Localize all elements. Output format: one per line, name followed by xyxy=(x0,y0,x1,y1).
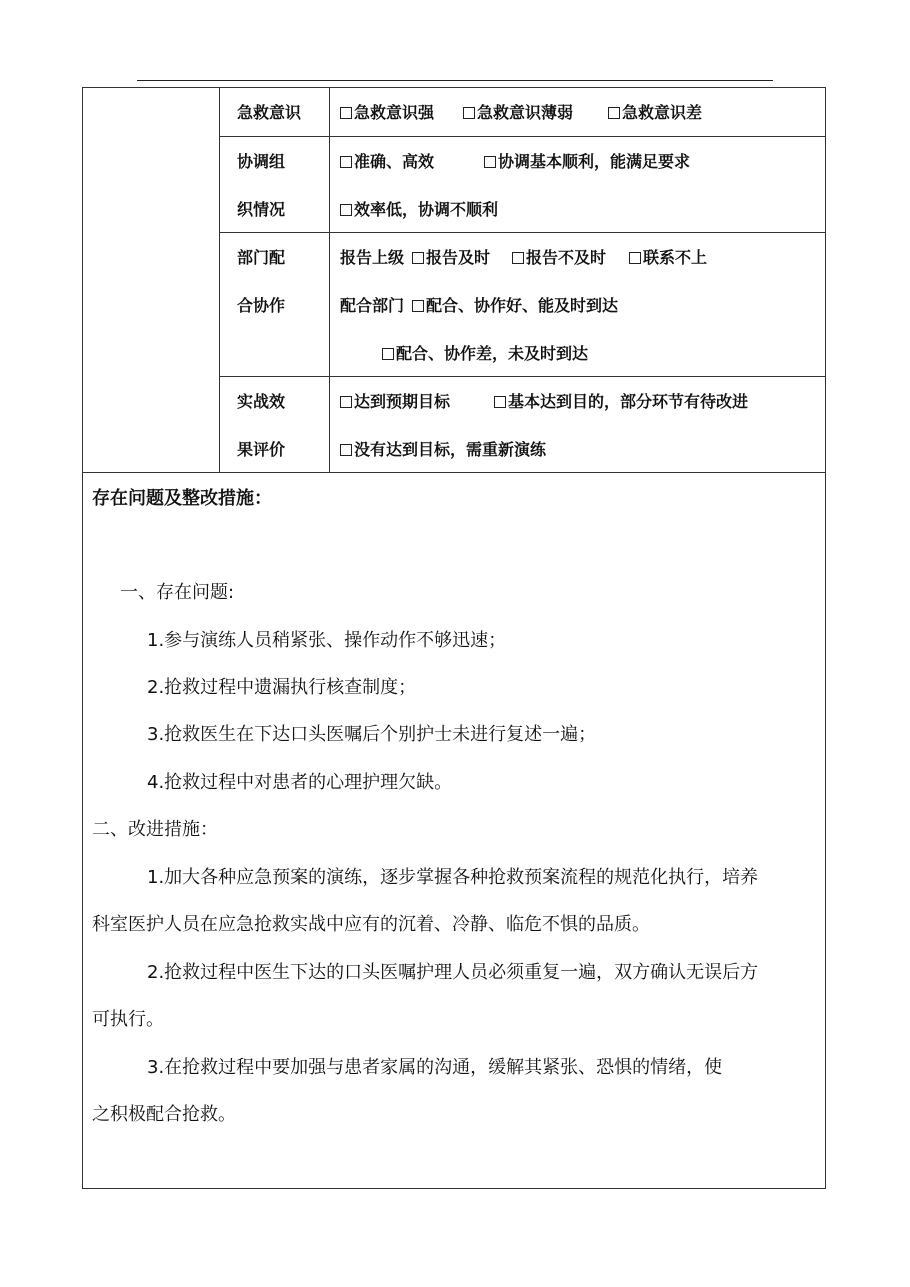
measure-item-2-line2: 可执行。 xyxy=(92,1009,164,1030)
option-unreachable: 联系不上 xyxy=(629,248,707,268)
measure-item-1-line2: 科室医护人员在应急抢救实战中应有的沉着、冷静、临危不惧的品质。 xyxy=(92,914,650,935)
option-awareness-weak: 急救意识薄弱 xyxy=(463,103,573,123)
header-rule xyxy=(137,80,773,81)
option-report-late: 报告不及时 xyxy=(512,248,606,268)
checkbox xyxy=(608,107,620,119)
measure-item-2-line1: 2.抢救过程中医生下达的口头医嘱护理人员必须重复一遍，双方确认无误后方 xyxy=(147,962,759,983)
option-report-timely: 报告及时 xyxy=(412,248,490,268)
checkbox xyxy=(412,252,424,264)
measure-item-3-line1: 3.在抢救过程中要加强与患者家属的沟通，缓解其紧张、恐惧的情绪，使 xyxy=(147,1057,723,1078)
checkbox xyxy=(382,348,394,360)
option-goal-reached: 达到预期目标 xyxy=(340,392,450,412)
measure-item-1-line1: 1.加大各种应急预案的演练，逐步掌握各种抢救预案流程的规范化执行，培养 xyxy=(147,867,759,888)
row-label-emergency-awareness: 急救意识 xyxy=(237,103,302,122)
option-awareness-strong: 急救意识强 xyxy=(340,103,434,123)
row-divider xyxy=(219,136,826,137)
section-problems-title: 一、存在问题: xyxy=(120,582,235,603)
checkbox xyxy=(463,107,475,119)
issues-heading: 存在问题及整改措施： xyxy=(92,488,272,509)
checkbox xyxy=(340,156,352,168)
checkbox xyxy=(629,252,641,264)
problem-item-2: 2.抢救过程中遗漏执行核查制度； xyxy=(147,677,417,698)
option-accurate-efficient: 准确、高效 xyxy=(340,152,434,172)
measure-item-3-line2: 之积极配合抢救。 xyxy=(92,1104,236,1125)
checkbox xyxy=(340,107,352,119)
cooperating-dept-label: 配合部门 xyxy=(340,296,405,315)
option-coordination-smooth: 协调基本顺利，能满足要求 xyxy=(484,152,690,172)
checkbox xyxy=(412,300,424,312)
section-measures-title: 二、改进措施： xyxy=(92,819,218,840)
row-label-effect-1: 实战效 xyxy=(237,392,286,411)
column-divider-right xyxy=(329,87,330,472)
row-label-department-1: 部门配 xyxy=(237,248,286,267)
checkbox xyxy=(340,444,352,456)
problem-item-1: 1.参与演练人员稍紧张、操作动作不够迅速； xyxy=(147,630,507,651)
option-goal-missed: 没有达到目标，需重新演练 xyxy=(340,440,546,460)
option-awareness-poor: 急救意识差 xyxy=(608,103,702,123)
row-label-coordination-2: 织情况 xyxy=(237,200,286,219)
problem-item-3: 3.抢救医生在下达口头医嘱后个别护士未进行复述一遍； xyxy=(147,724,597,745)
option-cooperation-poor: 配合、协作差，未及时到达 xyxy=(382,344,588,364)
checkbox xyxy=(340,396,352,408)
row-label-department-2: 合协作 xyxy=(237,296,286,315)
checkbox xyxy=(484,156,496,168)
row-divider xyxy=(219,232,826,233)
report-superior-label: 报告上级 xyxy=(340,248,405,267)
option-low-efficiency: 效率低，协调不顺利 xyxy=(340,200,498,220)
checkbox xyxy=(512,252,524,264)
option-cooperation-good: 配合、协作好、能及时到达 xyxy=(412,296,618,316)
column-divider-left xyxy=(219,87,220,472)
section-divider xyxy=(82,472,826,473)
option-partly-reached: 基本达到目的，部分环节有待改进 xyxy=(494,392,748,412)
row-label-coordination-1: 协调组 xyxy=(237,152,286,171)
checkbox xyxy=(340,204,352,216)
checkbox xyxy=(494,396,506,408)
row-divider xyxy=(219,376,826,377)
row-label-effect-2: 果评价 xyxy=(237,440,286,459)
problem-item-4: 4.抢救过程中对患者的心理护理欠缺。 xyxy=(147,772,453,793)
